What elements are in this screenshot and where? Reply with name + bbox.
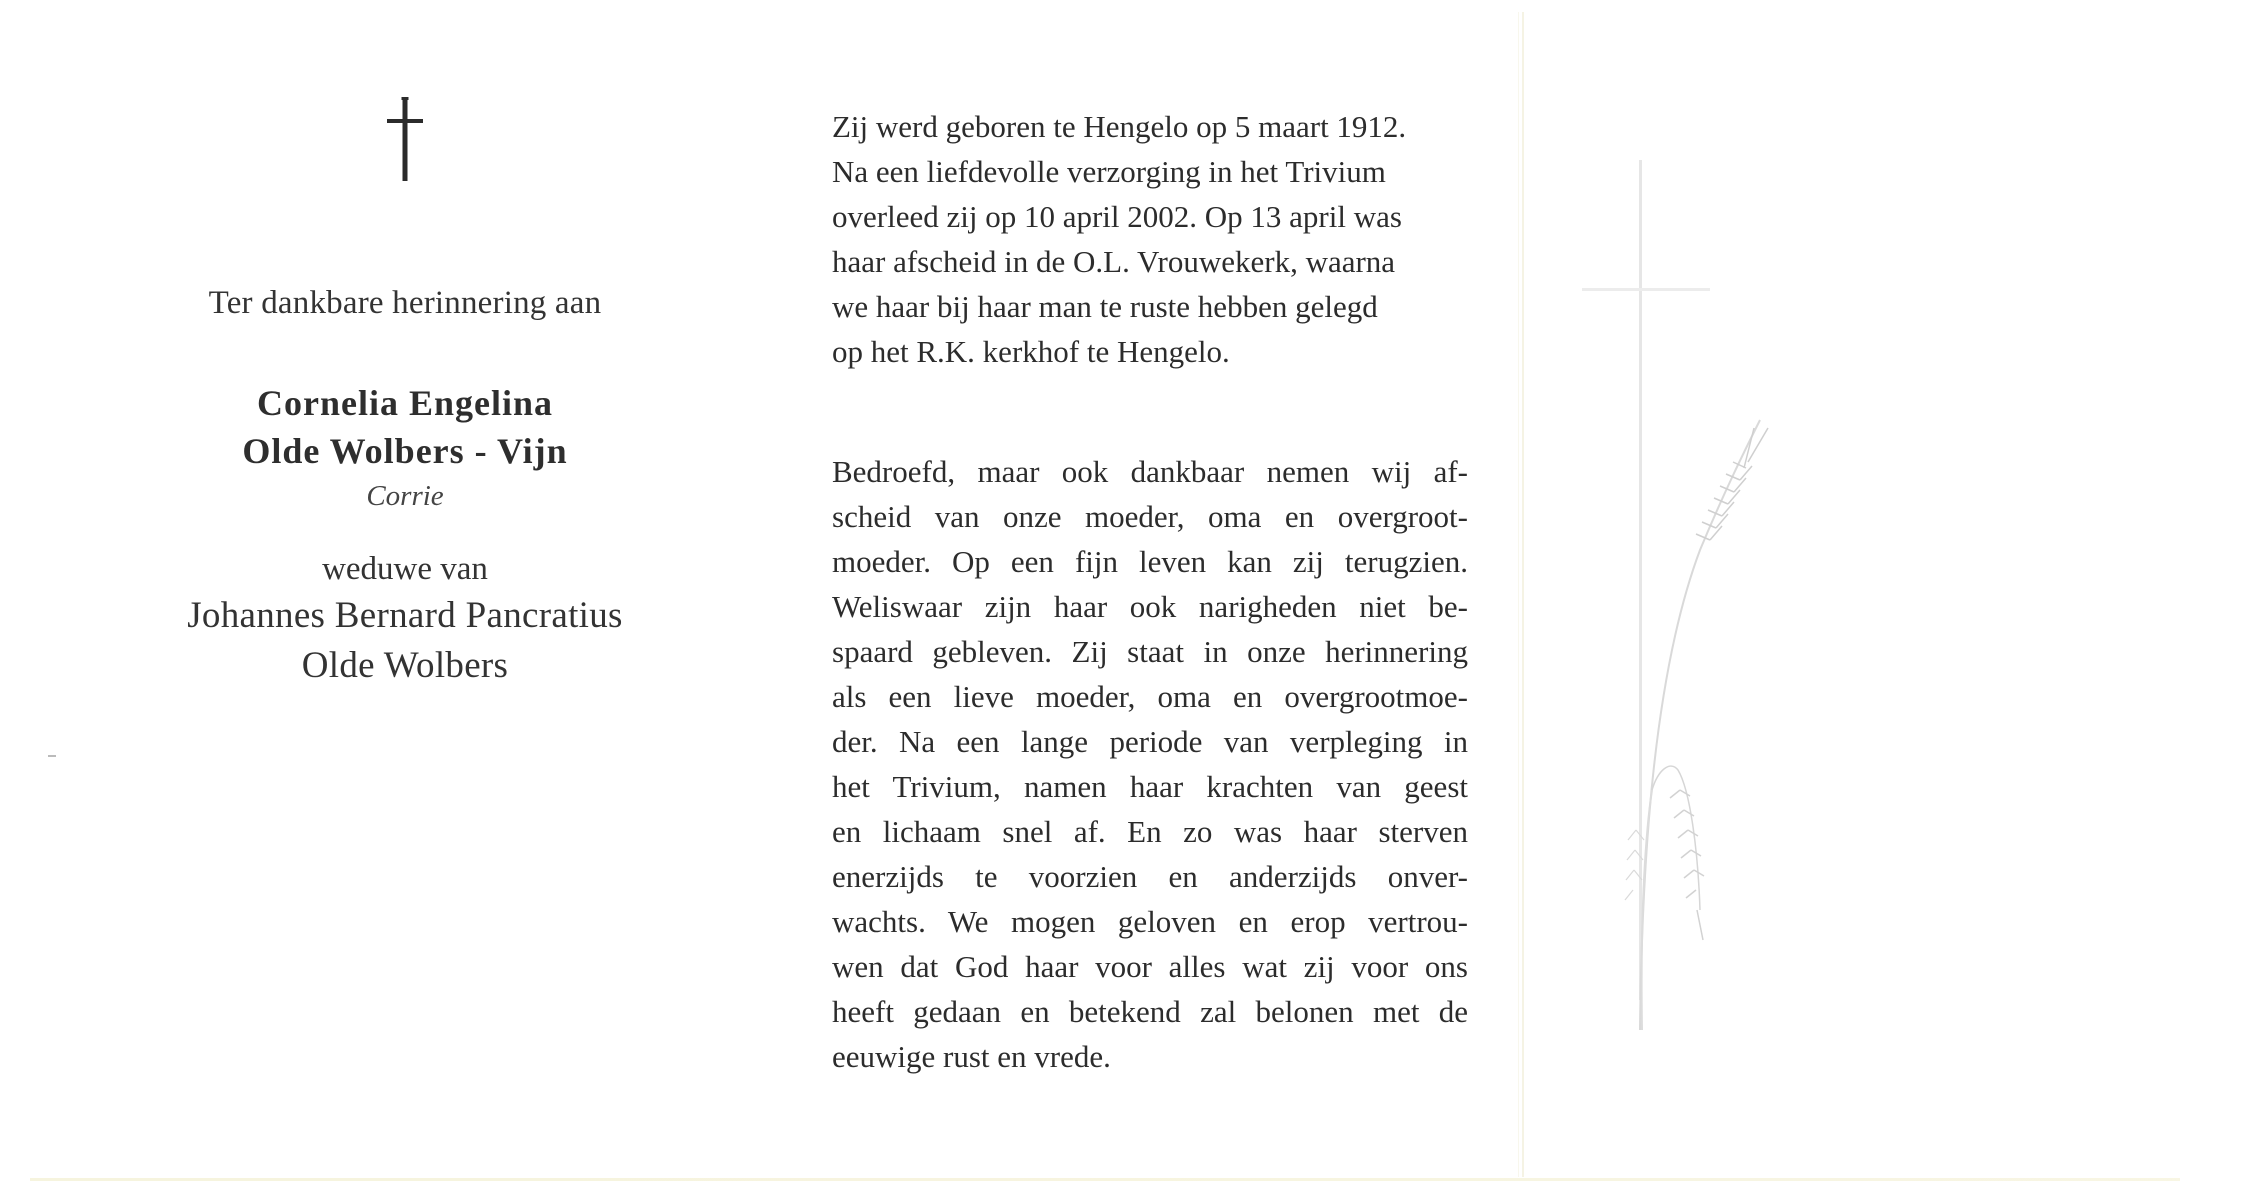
scan-speck xyxy=(48,755,56,757)
scan-edge xyxy=(30,1178,2180,1181)
deceased-nickname: Corrie xyxy=(366,480,444,512)
text-line: moeder. Op een fijn leven kan zij terugzien. xyxy=(832,544,1468,579)
deceased-name-last: Olde Wolbers - Vijn xyxy=(242,431,568,471)
fold-line-shadow xyxy=(1518,12,1519,1177)
text-line: spaard gebleven. Zij staat in onze herinnering xyxy=(832,634,1468,669)
text-line: Bedroefd, maar ook dankbaar nemen wij af- xyxy=(832,454,1468,489)
text-line: overleed zij op 10 april 2002. Op 13 april was xyxy=(832,199,1402,234)
cross-icon xyxy=(381,95,429,185)
left-panel xyxy=(160,95,650,691)
tribute-paragraph xyxy=(832,449,1468,1079)
text-line: wachts. We mogen geloven en erop vertrou- xyxy=(832,904,1468,939)
biography-paragraph xyxy=(832,104,1468,374)
widow-label: weduwe van xyxy=(322,551,488,587)
text-line: haar afscheid in de O.L. Vrouwekerk, waarna xyxy=(832,244,1396,279)
wheat-cross-illustration xyxy=(1560,150,1790,1140)
fold-line xyxy=(1522,12,1524,1177)
text-line: Weliswaar zijn haar ook narigheden niet be- xyxy=(832,589,1468,624)
text-line: wen dat God haar voor alles wat zij voor ons xyxy=(832,949,1468,984)
text-line: heeft gedaan en betekend zal belonen met de xyxy=(832,994,1468,1029)
text-line: we haar bij haar man te ruste hebben gelegd xyxy=(832,289,1378,324)
deceased-name-first: Cornelia Engelina xyxy=(256,383,554,423)
remembrance-text: Ter dankbare herinnering aan xyxy=(208,285,602,321)
spouse-name-last: Olde Wolbers xyxy=(301,645,509,686)
text-line: op het R.K. kerkhof te Hengelo. xyxy=(832,334,1230,369)
text-line: en lichaam snel af. En zo was haar sterven xyxy=(832,814,1468,849)
text-line: het Trivium, namen haar krachten van geest xyxy=(832,769,1468,804)
text-line: eeuwige rust en vrede. xyxy=(832,1039,1111,1074)
text-line: der. Na een lange periode van verpleging in xyxy=(832,724,1468,759)
middle-panel xyxy=(832,104,1468,1079)
text-line: scheid van onze moeder, oma en overgroot- xyxy=(832,499,1468,534)
text-line: Na een liefdevolle verzorging in het Trivium xyxy=(832,154,1386,189)
text-line: enerzijds te voorzien en anderzijds onver- xyxy=(832,859,1468,894)
text-line: als een lieve moeder, oma en overgrootmoe- xyxy=(832,679,1468,714)
spouse-name-first: Johannes Bernard Pancratius xyxy=(187,595,623,636)
text-line: Zij werd geboren te Hengelo op 5 maart 1912. xyxy=(832,109,1407,144)
